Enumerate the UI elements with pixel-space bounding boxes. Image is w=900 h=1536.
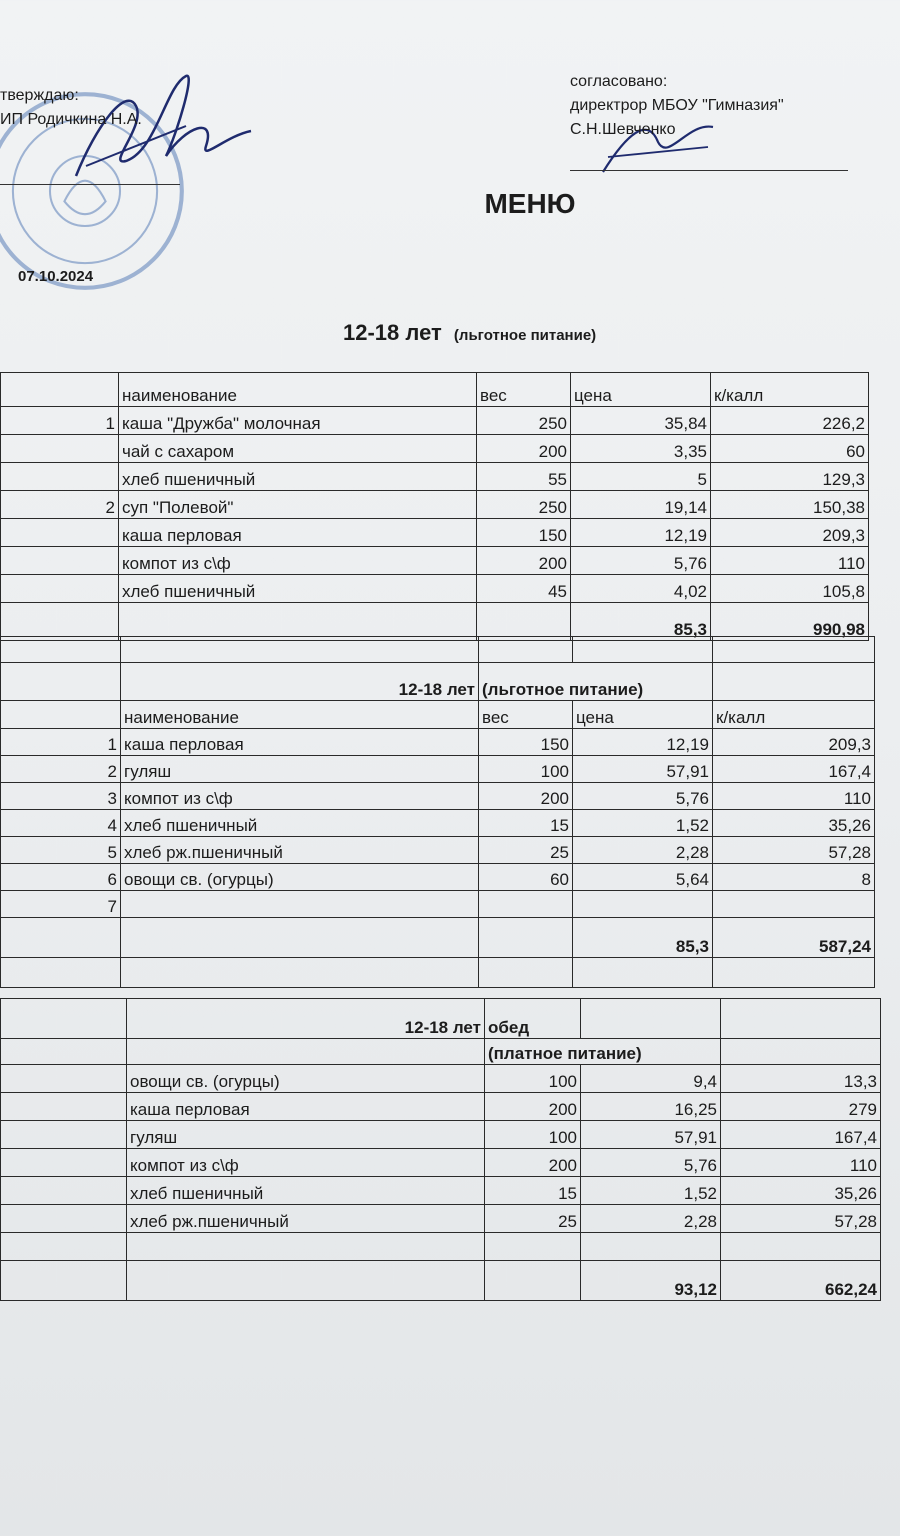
table-row: 1 каша перловая 150 12,19 209,3 — [1, 729, 875, 756]
total-row — [1, 918, 875, 958]
col-weight-header: вес — [477, 373, 571, 407]
menu-table-1 — [0, 372, 869, 641]
table-header-row — [1, 373, 869, 407]
col-price-header: цена — [571, 373, 711, 407]
menu-table-3 — [0, 998, 881, 1301]
table-row: хлеб пшеничный 55 5 129,3 — [1, 463, 869, 491]
approval-signer: ИП Родичкина Н.А. — [0, 111, 142, 128]
table-header-row: наименование вес цена к/калл — [1, 701, 875, 729]
section-heading-row — [1, 999, 881, 1039]
table-row: 2 гуляш 100 57,91 167,4 — [1, 756, 875, 783]
approval-label: тверждаю: — [0, 87, 79, 104]
menu-table-2 — [0, 636, 875, 988]
block3-heading-note: обед — [485, 999, 581, 1039]
table-row: каша перловая 200 16,25 279 — [1, 1093, 881, 1121]
agreement-signer: С.Н.Шевченко — [570, 121, 676, 138]
table-row: 4 хлеб пшеничный 15 1,52 35,26 — [1, 810, 875, 837]
total-row — [1, 603, 869, 641]
table-row: 5 хлеб рж.пшеничный 25 2,28 57,28 — [1, 837, 875, 864]
block2-heading: 12-18 лет — [121, 663, 479, 701]
total-price: 85,3 — [571, 603, 711, 641]
table-row: хлеб пшеничный 45 4,02 105,8 — [1, 575, 869, 603]
table-row: чай с сахаром 200 3,35 60 — [1, 435, 869, 463]
table-row: 3 компот из с\ф 200 5,76 110 — [1, 783, 875, 810]
approval-date: 07.10.2024 — [18, 268, 94, 285]
signature-line-right — [570, 170, 848, 171]
table-row: каша перловая 150 12,19 209,3 — [1, 519, 869, 547]
block1-heading-text: 12-18 лет — [343, 320, 442, 345]
block1-heading — [343, 320, 596, 346]
table-row: хлеб пшеничный 15 1,52 35,26 — [1, 1177, 881, 1205]
block3-heading-note2: (платное питание) — [485, 1039, 721, 1065]
approval-block — [0, 84, 142, 132]
table-row: 7 — [1, 891, 875, 918]
col-name-header: наименование — [119, 373, 477, 407]
total-price: 93,12 — [581, 1261, 721, 1301]
total-row — [1, 1261, 881, 1301]
section-heading-row — [1, 663, 875, 701]
block3-heading: 12-18 лет — [127, 999, 485, 1039]
total-kcal: 662,24 — [721, 1261, 881, 1301]
table-row: компот из с\ф 200 5,76 110 — [1, 1149, 881, 1177]
agreement-label: согласовано: — [570, 73, 668, 90]
agreement-position: директрор МБОУ "Гимназия" — [570, 97, 784, 114]
block2-heading-note: (льготное питание) — [479, 663, 713, 701]
page-title: МЕНЮ — [484, 188, 576, 219]
total-kcal: 990,98 — [711, 603, 869, 641]
block1-heading-note: (льготное питание) — [453, 327, 597, 344]
col-kcal-header: к/калл — [711, 373, 869, 407]
table-row: гуляш 100 57,91 167,4 — [1, 1121, 881, 1149]
agreement-block — [570, 70, 784, 142]
table-row: 1 каша "Дружба" молочная 250 35,84 226,2 — [1, 407, 869, 435]
total-kcal: 587,24 — [713, 918, 875, 958]
table-row: овощи св. (огурцы) 100 9,4 13,3 — [1, 1065, 881, 1093]
signature-line-left — [0, 184, 180, 185]
table-row: 2 суп "Полевой" 250 19,14 150,38 — [1, 491, 869, 519]
table-row: компот из с\ф 200 5,76 110 — [1, 547, 869, 575]
table-row: 6 овощи св. (огурцы) 60 5,64 8 — [1, 864, 875, 891]
table-row: хлеб рж.пшеничный 25 2,28 57,28 — [1, 1205, 881, 1233]
section-subheading-row — [1, 1039, 881, 1065]
total-price: 85,3 — [573, 918, 713, 958]
